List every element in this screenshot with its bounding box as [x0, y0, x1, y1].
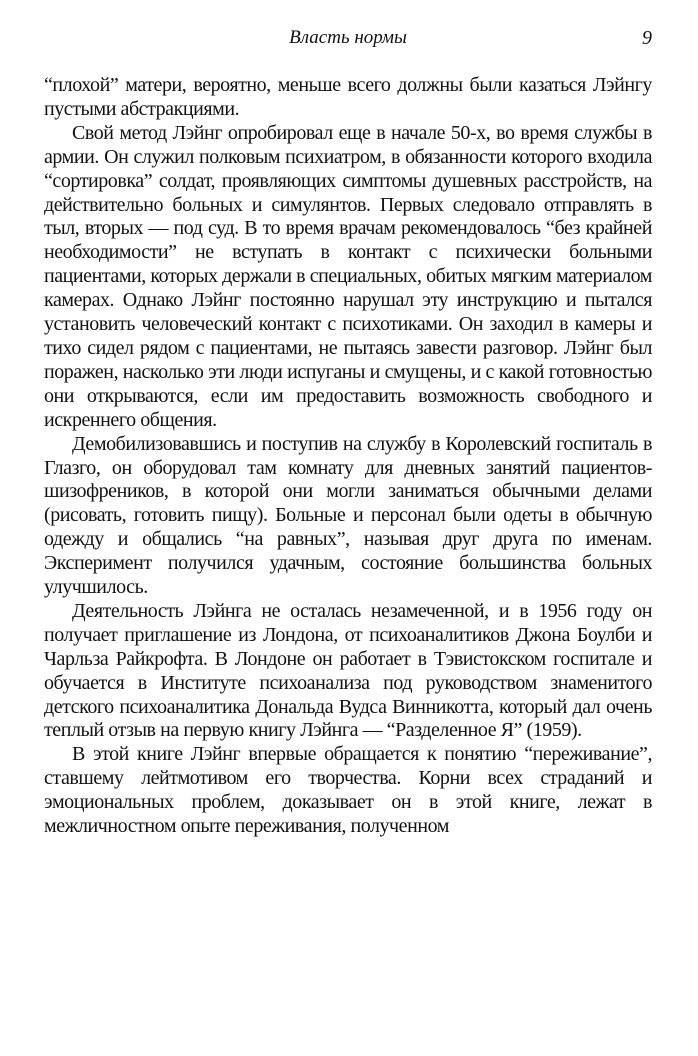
paragraph-divided-self: В этой книге Лэйнг впервые обращается к понятию “переживание”, ставшему лейтмотивом его творчества. Корни всех страданий и эмоциональных проблем, доказывает он в этой книге, лежат в межличностном опыте переживания, полученном: [44, 743, 652, 838]
running-title: Власть нормы: [289, 27, 407, 48]
paragraph-army-method: Свой метод Лэйнг опробировал еще в начале 50-х, во время службы в армии. Он служил полковым психиатром, в обязанности которого входила “сортировка” солдат, проявляющих симптомы душевных расстройств, на действительно больных и симулянтов. Первых следовало отправлять в тыл, вторых — под суд. В то время врачам рекомендовалось “без крайней необходимости” не вступать в контакт с психически больными пациентами, которых держали в специальных, обитых мягким материалом камерах. Однако Лэйнг постоянно нарушал эту инструкцию и пытался установить человеческий контакт с психотиками. Он заходил в камеры и тихо сидел рядом с пациентами, не пытаясь завести разговор. Лэйнг был поражен, насколько эти люди испуганы и смущены, и с какой готовностью они открываются, если им предоставить возможность свободного и искреннего общения.: [44, 121, 652, 431]
page-number: 9: [642, 27, 652, 49]
paragraph-continuation: “плохой” матери, вероятно, меньше всего должны были казаться Лэйнгу пустыми абстракциями.: [44, 74, 652, 120]
paragraph-london-tavistock: Деятельность Лэйнга не осталась незамеченной, и в 1956 году он получает приглашение из Лондона, от психоаналитиков Джона Боулби и Чарльза Райкрофта. В Лондоне он работает в Тэвистокском госпитале и обучается в Институте психоанализа под руководством знаменитого детского психоаналитика Дональда Вудса Винникотта, который дал очень теплый отзыв на первую книгу Лэйнга — “Разделенное Я” (1959).: [44, 599, 652, 742]
running-head: [44, 27, 652, 51]
paragraph-glasgow-hospital: Демобилизовавшись и поступив на службу в Королевский госпиталь в Глазго, он оборудовал там комнату для дневных занятий пациентов-шизофреников, в которой они могли заниматься обычными делами (рисовать, готовить пищу). Больные и персонал были одеты в обычную одежду и общались “на равных”, называя друг друга по именам. Эксперимент получился удачным, состояние большинства больных улучшилось.: [44, 432, 652, 599]
body-text: [44, 74, 652, 839]
